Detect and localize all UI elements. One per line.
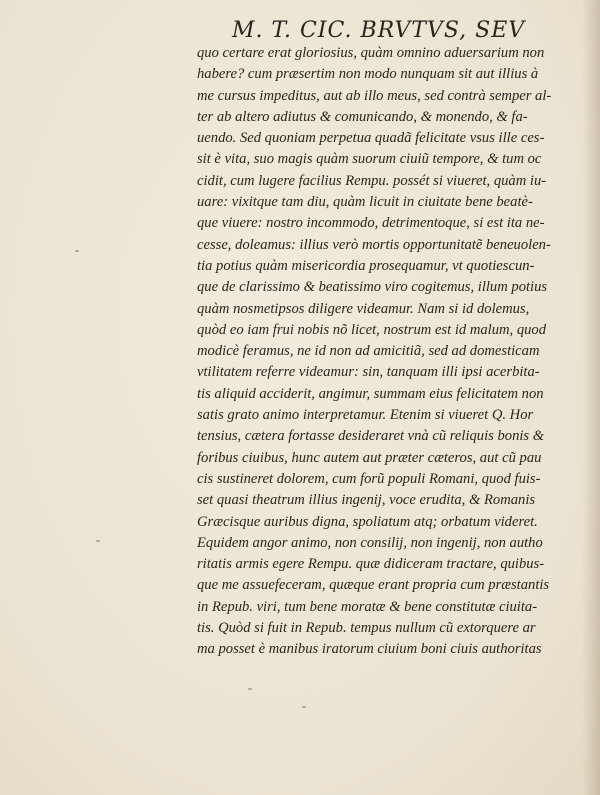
text-line: ritatis armis egere Rempu. quæ didiceram tractare, quibus- [197, 556, 545, 573]
text-line: modicè feramus, ne id non ad amicitiã, sed ad domesticam [197, 343, 540, 360]
text-line: tis aliquid acciderit, angimur, summam eius felicitatem non [197, 385, 544, 402]
text-line: cesse, doleamus: illius verò mortis opportunitatẽ beneuolen- [197, 236, 551, 253]
text-line: habere? cum præsertim non modo nunquam sit aut illius à [197, 66, 539, 83]
text-line: satis grato animo interpretamur. Etenim si viueret Q. Hor [197, 407, 534, 424]
text-line: ma posset è manibus iratorum ciuium boni ciuis authoritas [197, 641, 542, 658]
text-line: cidit, cum lugere facilius Rempu. possét si viueret, quàm iu- [197, 172, 547, 189]
text-line: uendo. Sed quoniam perpetua quadã felicitate vsus ille ces- [197, 130, 545, 147]
page-gutter-shadow [582, 0, 600, 795]
text-line: quo certare erat gloriosius, quàm omnino aduersarium non [197, 45, 545, 61]
text-line: uare: vixitque tam diu, quàm licuit in ciuitate bene beatè- [197, 194, 533, 211]
paper-speck [248, 688, 252, 690]
text-line: que me assuefeceram, quæque erant propria cum præstantis [197, 577, 550, 594]
text-line: set quasi theatrum illius ingenij, voce erudita, & Romanis [197, 492, 536, 509]
text-line: quòd eo iam frui nobis nõ licet, nostrum est id malum, quod [197, 321, 547, 338]
text-line: in Repub. viri, tum bene moratæ & bene constitutæ ciuita- [197, 598, 538, 615]
text-line: cis sustineret dolorem, cum forũ populi Romani, quod fuis- [197, 470, 541, 487]
paper-speck [302, 706, 306, 708]
text-line: Equidem angor animo, non consilij, non ingenij, non autho [197, 534, 543, 551]
text-line: sit è vita, suo magis quàm suorum ciuiũ tempore, & tum oc [197, 151, 542, 168]
body-text [197, 43, 573, 661]
text-line: Græcisque auribus digna, spoliatum atq; orbatum videret. [197, 513, 538, 530]
text-line: foribus ciuibus, hunc autem aut præter cæteros, aut cũ pau [197, 449, 542, 466]
text-line: me cursus impeditus, aut ab illo meus, sed contrà semper al- [197, 87, 552, 104]
text-line: vtilitatem referre videamur: sin, tanquam illi ipsi acerbita- [197, 364, 540, 381]
paper-speck [75, 250, 79, 252]
paper-speck [96, 540, 100, 542]
text-line: que de clarissimo & beatissimo viro cogitemus, illum potius [197, 279, 548, 296]
running-header: M. T. CIC. BRVTVS, SEV [232, 18, 526, 43]
text-line: ter ab altero adiutus & comunicando, & monendo, & fa- [197, 108, 528, 125]
text-line: que viuere: nostro incommodo, detrimentoque, si est ita ne- [197, 215, 545, 232]
text-line: tia potius quàm misericordia prosequamur, vt quotiescun- [197, 257, 535, 274]
text-line: quàm nosmetipsos diligere videamur. Nam si id dolemus, [197, 300, 530, 317]
text-line: tis. Quòd si fuit in Repub. tempus nullum cũ extorquere ar [197, 620, 536, 637]
text-line: tensius, cætera fortasse desideraret vnà cũ reliquis bonis & [197, 428, 545, 445]
